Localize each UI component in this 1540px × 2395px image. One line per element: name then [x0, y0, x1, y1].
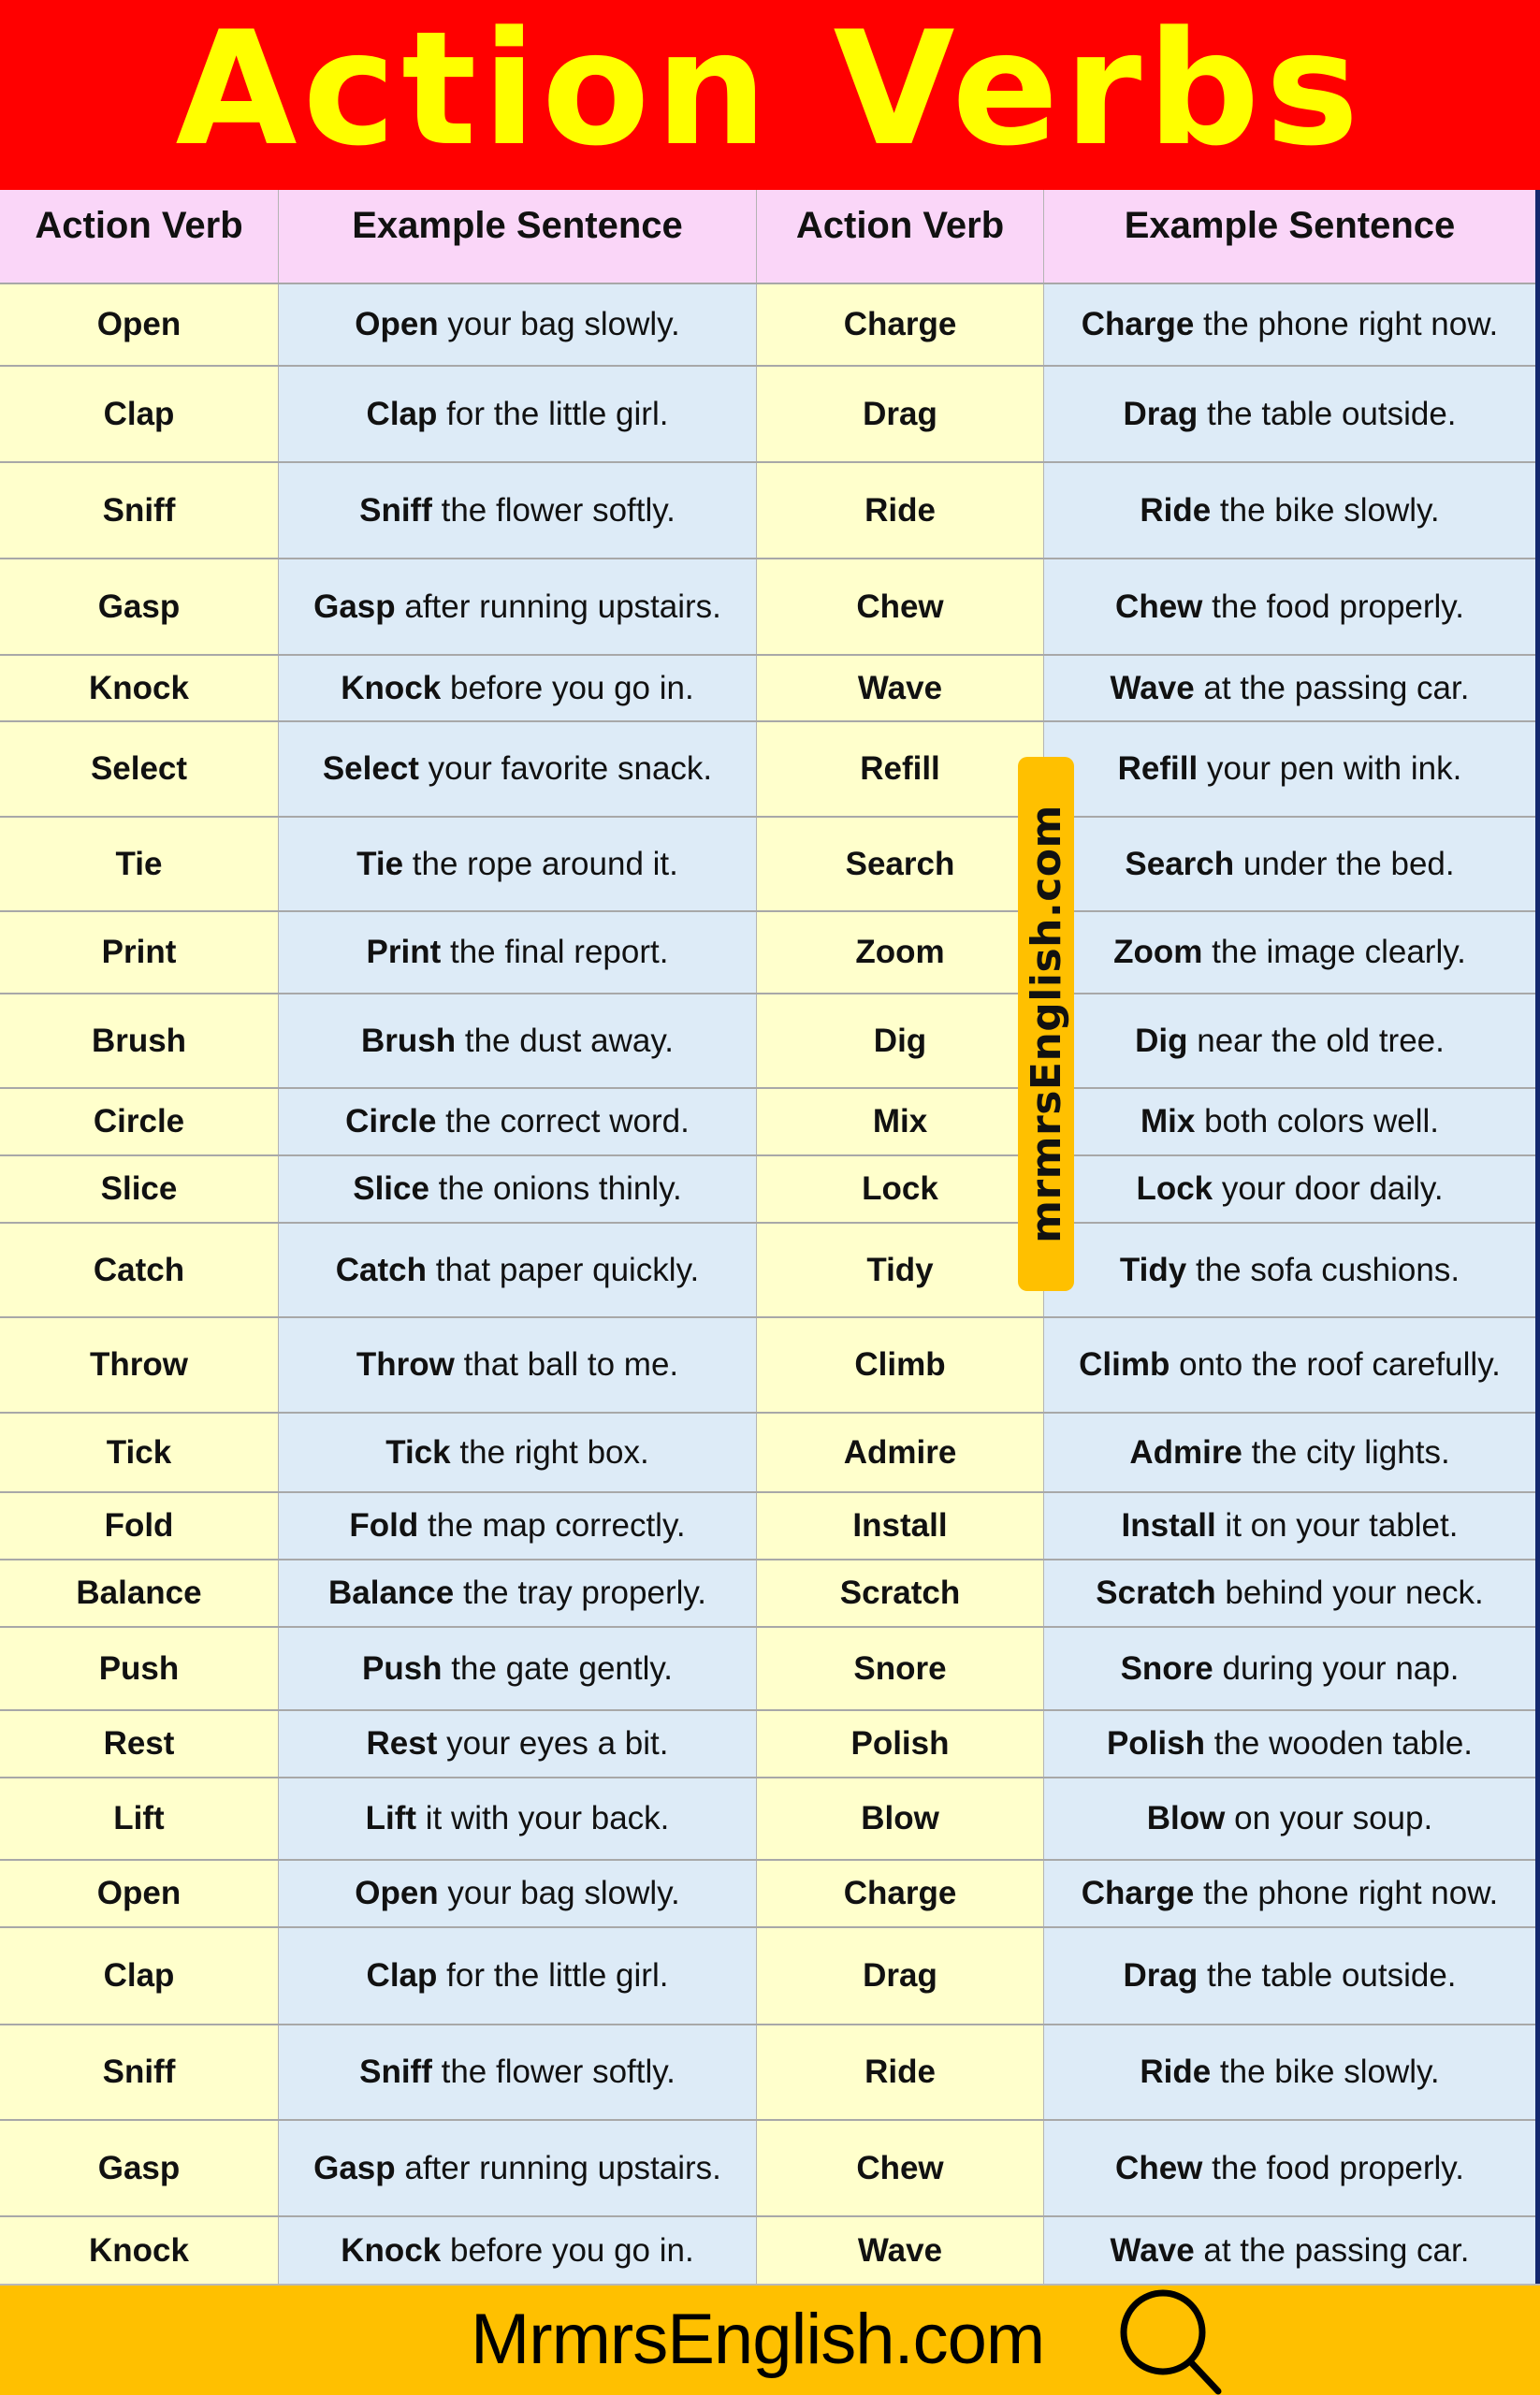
column-header-verb-1: Action Verb	[0, 190, 279, 283]
verb-cell: Search	[757, 818, 1044, 910]
sentence-cell	[1044, 284, 1535, 365]
table-row	[0, 1778, 1535, 1861]
sentence-rest: the image clearly.	[1202, 934, 1466, 970]
sentence-cell	[1044, 818, 1535, 910]
verb-cell: Throw	[0, 1318, 279, 1412]
verb-cell: Wave	[757, 2217, 1044, 2284]
sentence-rest: the right box.	[450, 1433, 649, 1471]
verb-cell: Lift	[0, 1778, 279, 1859]
table-row	[0, 994, 1535, 1089]
sentence-rest: at the passing car.	[1194, 669, 1470, 706]
sentence-verb: Circle	[345, 1103, 437, 1139]
sentence-cell	[279, 284, 757, 365]
table-row	[0, 1318, 1535, 1414]
sentence-verb: Climb	[1079, 1346, 1170, 1383]
verb-cell: Tie	[0, 818, 279, 910]
sentence-rest: your favorite snack.	[418, 750, 713, 787]
sentence-rest: onto the roof carefully.	[1170, 1346, 1501, 1383]
table-row	[0, 1224, 1535, 1318]
sentence-cell	[279, 1089, 757, 1154]
verb-cell: Snore	[757, 1628, 1044, 1709]
verb-cell: Lock	[757, 1156, 1044, 1222]
sentence-cell	[1044, 1089, 1535, 1154]
verb-cell: Knock	[0, 2217, 279, 2284]
sentence-cell	[279, 2025, 757, 2119]
sentence-rest: at the passing car.	[1194, 2231, 1470, 2269]
verb-cell: Tidy	[757, 1224, 1044, 1316]
sentence-verb: Catch	[335, 1251, 428, 1288]
sentence-rest: your door daily.	[1213, 1170, 1444, 1207]
verb-cell: Catch	[0, 1224, 279, 1316]
sentence-cell	[1044, 1861, 1535, 1926]
verb-cell: Knock	[0, 656, 279, 720]
footer-site-name: MrmrsEnglish.com	[471, 2300, 1045, 2379]
watermark-text: mrmrsEnglish.com	[1022, 805, 1070, 1243]
sentence-rest: the food properly.	[1202, 588, 1464, 625]
sentence-verb: Polish	[1106, 1725, 1205, 1762]
table-row	[0, 1928, 1535, 2025]
sentence-rest: the tray properly.	[454, 1575, 706, 1611]
sentence-cell	[279, 559, 757, 654]
column-header-sentence-2: Example Sentence	[1044, 190, 1535, 283]
verb-cell: Drag	[757, 367, 1044, 461]
sentence-rest: the gate gently.	[442, 1649, 674, 1687]
sentence-cell	[1044, 2217, 1535, 2284]
sentence-rest: the bike slowly.	[1211, 491, 1440, 529]
verb-cell: Refill	[757, 722, 1044, 816]
sentence-verb: Lock	[1136, 1170, 1213, 1207]
table-row	[0, 284, 1535, 367]
sentence-cell	[1044, 1414, 1535, 1491]
watermark-badge	[1018, 757, 1074, 1291]
sentence-verb: Install	[1121, 1507, 1216, 1544]
sentence-verb: Refill	[1117, 750, 1199, 787]
table-row	[0, 912, 1535, 994]
sentence-verb: Lift	[365, 1800, 417, 1836]
sentence-verb: Knock	[341, 669, 442, 706]
sentence-verb: Knock	[341, 2231, 442, 2269]
sentence-cell	[279, 1414, 757, 1491]
sentence-rest: on your soup.	[1225, 1800, 1433, 1836]
sentence-rest: near the old tree.	[1187, 1022, 1445, 1059]
table-row	[0, 1628, 1535, 1711]
sentence-verb: Chew	[1115, 2149, 1203, 2186]
sentence-verb: Drag	[1123, 395, 1199, 432]
sentence-cell	[1044, 656, 1535, 720]
table-row	[0, 2217, 1535, 2284]
verb-cell: Ride	[757, 463, 1044, 558]
sentence-cell	[1044, 2025, 1535, 2119]
sentence-rest: the dust away.	[456, 1022, 674, 1059]
table-row	[0, 1414, 1535, 1493]
sentence-rest: the food properly.	[1202, 2149, 1464, 2186]
sentence-rest: the city lights.	[1242, 1433, 1450, 1471]
verb-cell: Push	[0, 1628, 279, 1709]
sentence-verb: Wave	[1110, 2231, 1195, 2269]
table-row	[0, 463, 1535, 559]
sentence-verb: Fold	[349, 1507, 419, 1544]
verb-cell: Chew	[757, 559, 1044, 654]
sentence-cell	[279, 994, 757, 1087]
sentence-rest: your pen with ink.	[1198, 750, 1462, 787]
table-row	[0, 559, 1535, 656]
sentence-verb: Charge	[1081, 1875, 1195, 1911]
sentence-cell	[279, 818, 757, 910]
sentence-cell	[279, 1628, 757, 1709]
verb-cell: Brush	[0, 994, 279, 1087]
verb-cell: Dig	[757, 994, 1044, 1087]
sentence-verb: Ride	[1140, 2054, 1212, 2090]
sentence-rest: the phone right now.	[1194, 306, 1499, 342]
sentence-rest: for the little girl.	[437, 1957, 669, 1994]
table-row	[0, 1560, 1535, 1628]
sentence-cell	[279, 1156, 757, 1222]
sentence-verb: Rest	[366, 1725, 438, 1762]
verb-cell: Rest	[0, 1711, 279, 1777]
sentence-cell	[1044, 722, 1535, 816]
sentence-verb: Select	[322, 750, 419, 787]
sentence-cell	[1044, 1928, 1535, 2024]
sentence-cell	[1044, 1778, 1535, 1859]
sentence-cell	[1044, 1628, 1535, 1709]
sentence-cell	[1044, 367, 1535, 461]
sentence-verb: Ride	[1140, 491, 1212, 529]
column-header-sentence-1: Example Sentence	[279, 190, 757, 283]
right-edge-border	[1535, 190, 1540, 2284]
sentence-rest: the flower softly.	[431, 491, 676, 529]
sentence-verb: Throw	[356, 1346, 455, 1383]
table-row	[0, 1493, 1535, 1560]
sentence-rest: the correct word.	[436, 1103, 690, 1139]
sentence-verb: Print	[366, 934, 442, 970]
sentence-rest: the flower softly.	[431, 2054, 676, 2090]
sentence-cell	[279, 2217, 757, 2284]
verb-cell: Tick	[0, 1414, 279, 1491]
table-row	[0, 2121, 1535, 2217]
verb-cell: Mix	[757, 1089, 1044, 1154]
verb-cell: Gasp	[0, 2121, 279, 2215]
sentence-cell	[279, 1861, 757, 1926]
sentence-cell	[1044, 912, 1535, 993]
verb-cell: Climb	[757, 1318, 1044, 1412]
sentence-rest: the final report.	[441, 934, 669, 970]
sentence-verb: Open	[355, 1875, 439, 1911]
sentence-cell	[279, 656, 757, 720]
sentence-verb: Wave	[1110, 669, 1195, 706]
sentence-cell	[279, 1318, 757, 1412]
verb-cell: Drag	[757, 1928, 1044, 2024]
sentence-verb: Scratch	[1096, 1575, 1216, 1611]
sentence-verb: Search	[1125, 845, 1235, 882]
sentence-rest: after running upstairs.	[395, 2149, 721, 2186]
verb-cell: Wave	[757, 656, 1044, 720]
table-row	[0, 2025, 1535, 2121]
sentence-cell	[279, 1224, 757, 1316]
verb-cell: Install	[757, 1493, 1044, 1559]
sentence-rest: your bag slowly.	[438, 1875, 680, 1911]
sentence-cell	[1044, 1560, 1535, 1626]
sentence-cell	[1044, 994, 1535, 1087]
verb-cell: Ride	[757, 2025, 1044, 2119]
sentence-rest: the phone right now.	[1194, 1875, 1499, 1911]
sentence-verb: Tidy	[1119, 1251, 1187, 1288]
sentence-cell	[1044, 1224, 1535, 1316]
sentence-cell	[279, 1560, 757, 1626]
sentence-cell	[279, 1778, 757, 1859]
sentence-rest: under the bed.	[1234, 845, 1455, 882]
table-row	[0, 1711, 1535, 1778]
title-banner	[0, 0, 1540, 190]
sentence-rest: after running upstairs.	[395, 588, 721, 625]
table-row	[0, 1156, 1535, 1224]
sentence-verb: Admire	[1129, 1433, 1242, 1471]
sentence-cell	[279, 1928, 757, 2024]
verb-cell: Circle	[0, 1089, 279, 1154]
sentence-cell	[279, 2121, 757, 2215]
verb-cell: Admire	[757, 1414, 1044, 1491]
sentence-cell	[279, 722, 757, 816]
sentence-rest: for the little girl.	[437, 395, 669, 432]
sentence-verb: Balance	[328, 1575, 455, 1611]
search-icon	[1113, 2288, 1226, 2395]
sentence-cell	[279, 1493, 757, 1559]
sentence-cell	[1044, 463, 1535, 558]
verb-cell: Fold	[0, 1493, 279, 1559]
sentence-cell	[279, 912, 757, 993]
sentence-verb: Clap	[366, 395, 438, 432]
table-row	[0, 1861, 1535, 1928]
table-row	[0, 656, 1535, 722]
sentence-verb: Slice	[353, 1170, 429, 1207]
sentence-rest: the onions thinly.	[429, 1170, 682, 1207]
sentence-verb: Clap	[366, 1957, 438, 1994]
verb-cell: Charge	[757, 284, 1044, 365]
sentence-cell	[279, 367, 757, 461]
sentence-cell	[279, 463, 757, 558]
verb-cell: Chew	[757, 2121, 1044, 2215]
sentence-verb: Sniff	[359, 491, 432, 529]
verb-cell: Zoom	[757, 912, 1044, 993]
sentence-rest: the table outside.	[1198, 395, 1457, 432]
verb-cell: Clap	[0, 1928, 279, 2024]
sentence-rest: the map correctly.	[418, 1507, 686, 1544]
verb-cell: Open	[0, 284, 279, 365]
sentence-rest: the bike slowly.	[1211, 2054, 1440, 2090]
sentence-verb: Blow	[1146, 1800, 1226, 1836]
sentence-verb: Tick	[385, 1433, 451, 1471]
sentence-rest: the sofa cushions.	[1186, 1251, 1460, 1288]
sentence-rest: during your nap.	[1213, 1649, 1460, 1687]
verb-cell: Scratch	[757, 1560, 1044, 1626]
column-header-verb-2: Action Verb	[757, 190, 1044, 283]
verb-cell: Sniff	[0, 2025, 279, 2119]
table-row	[0, 1089, 1535, 1156]
verb-cell: Blow	[757, 1778, 1044, 1859]
sentence-cell	[1044, 1711, 1535, 1777]
sentence-cell	[1044, 1318, 1535, 1412]
sentence-rest: both colors well.	[1195, 1103, 1440, 1139]
action-verbs-table	[0, 190, 1535, 2284]
verb-cell: Charge	[757, 1861, 1044, 1926]
sentence-verb: Gasp	[313, 588, 396, 625]
verb-cell: Polish	[757, 1711, 1044, 1777]
sentence-verb: Open	[355, 306, 439, 342]
table-row	[0, 722, 1535, 818]
sentence-rest: before you go in.	[441, 2231, 694, 2269]
sentence-verb: Tie	[356, 845, 404, 882]
sentence-cell	[279, 1711, 757, 1777]
sentence-rest: it with your back.	[416, 1800, 670, 1836]
sentence-rest: that ball to me.	[454, 1346, 679, 1383]
sentence-rest: before you go in.	[441, 669, 694, 706]
sentence-rest: your bag slowly.	[438, 306, 680, 342]
sentence-verb: Gasp	[313, 2149, 396, 2186]
sentence-cell	[1044, 1493, 1535, 1559]
sentence-verb: Chew	[1115, 588, 1203, 625]
verb-cell: Select	[0, 722, 279, 816]
sentence-rest: your eyes a bit.	[437, 1725, 669, 1762]
sentence-verb: Brush	[361, 1022, 457, 1059]
sentence-verb: Push	[361, 1649, 443, 1687]
verb-cell: Gasp	[0, 559, 279, 654]
verb-cell: Sniff	[0, 463, 279, 558]
sentence-cell	[1044, 2121, 1535, 2215]
sentence-rest: the table outside.	[1198, 1957, 1457, 1994]
verb-cell: Balance	[0, 1560, 279, 1626]
table-header-row	[0, 190, 1535, 284]
sentence-verb: Snore	[1120, 1649, 1213, 1687]
sentence-rest: behind your neck.	[1215, 1575, 1484, 1611]
sentence-verb: Sniff	[359, 2054, 432, 2090]
sentence-cell	[1044, 559, 1535, 654]
verb-cell: Clap	[0, 367, 279, 461]
sentence-verb: Dig	[1135, 1022, 1188, 1059]
table-row	[0, 367, 1535, 463]
verb-cell: Open	[0, 1861, 279, 1926]
sentence-rest: it on your tablet.	[1215, 1507, 1459, 1544]
verb-cell: Slice	[0, 1156, 279, 1222]
table-row	[0, 818, 1535, 912]
sentence-rest: that paper quickly.	[427, 1251, 700, 1288]
sentence-verb: Zoom	[1113, 934, 1203, 970]
sentence-verb: Drag	[1123, 1957, 1199, 1994]
sentence-verb: Charge	[1081, 306, 1195, 342]
sentence-rest: the wooden table.	[1204, 1725, 1474, 1762]
page-title: Action Verbs	[175, 0, 1365, 181]
sentence-cell	[1044, 1156, 1535, 1222]
verb-cell: Print	[0, 912, 279, 993]
sentence-rest: the rope around it.	[403, 845, 678, 882]
footer-banner	[0, 2284, 1540, 2395]
sentence-verb: Mix	[1140, 1103, 1196, 1139]
